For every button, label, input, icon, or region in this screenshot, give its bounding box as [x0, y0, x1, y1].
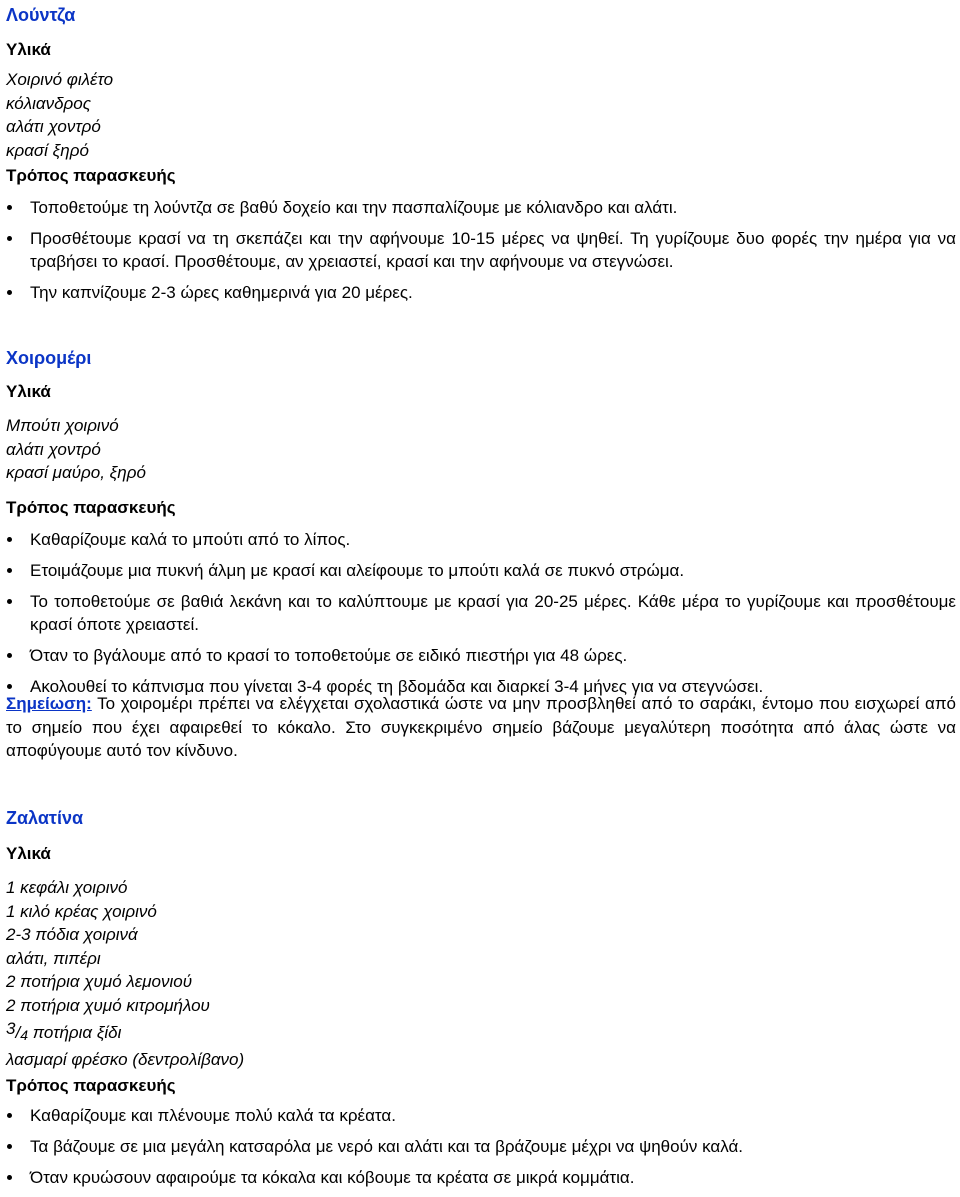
recipe-title-lountza: Λούντζα [6, 5, 76, 25]
ingredient-item: 1 κιλό κρέας χοιρινό [6, 901, 157, 921]
method-steps [6, 528, 956, 706]
step-item: Την καπνίζουμε 2-3 ώρες καθημερινά για 20 μέρες. [6, 281, 956, 304]
ingredient-item: Μπούτι χοιρινό [6, 416, 119, 435]
method-steps [6, 1104, 956, 1197]
ingredients-heading: Υλικά [6, 40, 51, 59]
ingredient-item: 2-3 πόδια χοιρινά [6, 925, 138, 944]
recipe-title-chiromeri: Χοιρομέρι [6, 348, 92, 368]
note-paragraph [6, 692, 956, 763]
fraction-numerator: 3 [6, 1019, 16, 1038]
ingredient-item: αλάτι χοντρό [6, 439, 101, 459]
ingredient-item: 1 κεφάλι χοιρινό [6, 878, 128, 897]
step-item: Προσθέτουμε κρασί να τη σκεπάζει και την αφήνουμε 10-15 μέρες να ψηθεί. Τη γυρίζουμε δυο φορές την ημέρα για να τραβήσει το κρασί. Προσθέτουμε, αν χρειαστεί, κρασί και την αφήνουμε να στεγνώσει. [6, 227, 956, 273]
step-item: Το τοποθετούμε σε βαθιά λεκάνη και το καλύπτουμε με κρασί για 20-25 μέρες. Κάθε μέρα το γυρίζουμε και προσθέτουμε κρασί όποτε χρειαστεί. [6, 590, 956, 636]
step-item: Όταν το βγάλουμε από το κρασί το τοποθετούμε σε ειδικό πιεστήρι για 48 ώρες. [6, 644, 956, 667]
step-item: Ετοιμάζουμε μια πυκνή άλμη με κρασί και αλείφουμε το μπούτι καλά σε πυκνό στρώμα. [6, 559, 956, 582]
step-item: Όταν κρυώσουν αφαιρούμε τα κόκαλα και κόβουμε τα κρέατα σε μικρά κομμάτια. [6, 1166, 956, 1189]
ingredient-item: αλάτι χοντρό [6, 117, 101, 136]
ingredient-item: λασμαρί φρέσκο (δεντρολίβανο) [6, 1049, 245, 1069]
ingredients-heading: Υλικά [6, 382, 51, 401]
method-heading: Τρόπος παρασκευής [6, 498, 176, 517]
ingredients-list [6, 68, 956, 162]
note-text: Το χοιρομέρι πρέπει να ελέγχεται σχολαστικά ώστε να μην προσβληθεί από το σαράκι, έντομο που εισχωρεί από το σημείο που έχει αφαιρεθεί το κόκαλο. Στο συγκεκριμένο σημείο βάζουμε μεγαλύτερη ποσότητα από άλας ώστε να αποφύγουμε αυτό τον κίνδυνο. [6, 694, 956, 760]
recipe-title-zalatina: Ζαλατίνα [6, 808, 84, 828]
ingredient-item: Χοιρινό φιλέτο [6, 70, 114, 89]
step-item: Τοποθετούμε τη λούντζα σε βαθύ δοχείο και την πασπαλίζουμε με κόλιανδρο και αλάτι. [6, 196, 956, 219]
ingredient-item-fraction: $^3/_4$ ποτήρια ξίδι [6, 1019, 122, 1043]
ingredient-item: κόλιανδρος [6, 93, 91, 113]
note-label: Σημείωση: [6, 694, 92, 713]
method-steps [6, 196, 956, 312]
fraction-rest: ποτήρια ξίδι [28, 1023, 122, 1042]
ingredient-item: 2 ποτήρια χυμό κιτρομήλου [6, 995, 210, 1015]
ingredient-item: κρασί μαύρο, ξηρό [6, 463, 146, 482]
step-item: Τα βάζουμε σε μια μεγάλη κατσαρόλα με νερό και αλάτι και τα βράζουμε μέχρι να ψηθούν καλά. [6, 1135, 956, 1158]
ingredient-item: κρασί ξηρό [6, 140, 89, 160]
step-item: Ακολουθεί το κάπνισμα που γίνεται 3-4 φορές τη βδομάδα και διαρκεί 3-4 μήνες για να στεγνώσει. [6, 675, 956, 698]
method-heading: Τρόπος παρασκευής [6, 1076, 176, 1095]
ingredients-heading: Υλικά [6, 844, 51, 863]
fraction-denominator: 4 [20, 1027, 28, 1043]
ingredients-list [6, 414, 956, 485]
ingredient-item: 2 ποτήρια χυμό λεμονιού [6, 972, 193, 991]
method-heading: Τρόπος παρασκευής [6, 166, 176, 185]
ingredients-list [6, 876, 956, 1071]
step-item: Καθαρίζουμε και πλένουμε πολύ καλά τα κρέατα. [6, 1104, 956, 1127]
ingredient-item: αλάτι, πιπέρι [6, 948, 101, 968]
step-item: Καθαρίζουμε καλά το μπούτι από το λίπος. [6, 528, 956, 551]
